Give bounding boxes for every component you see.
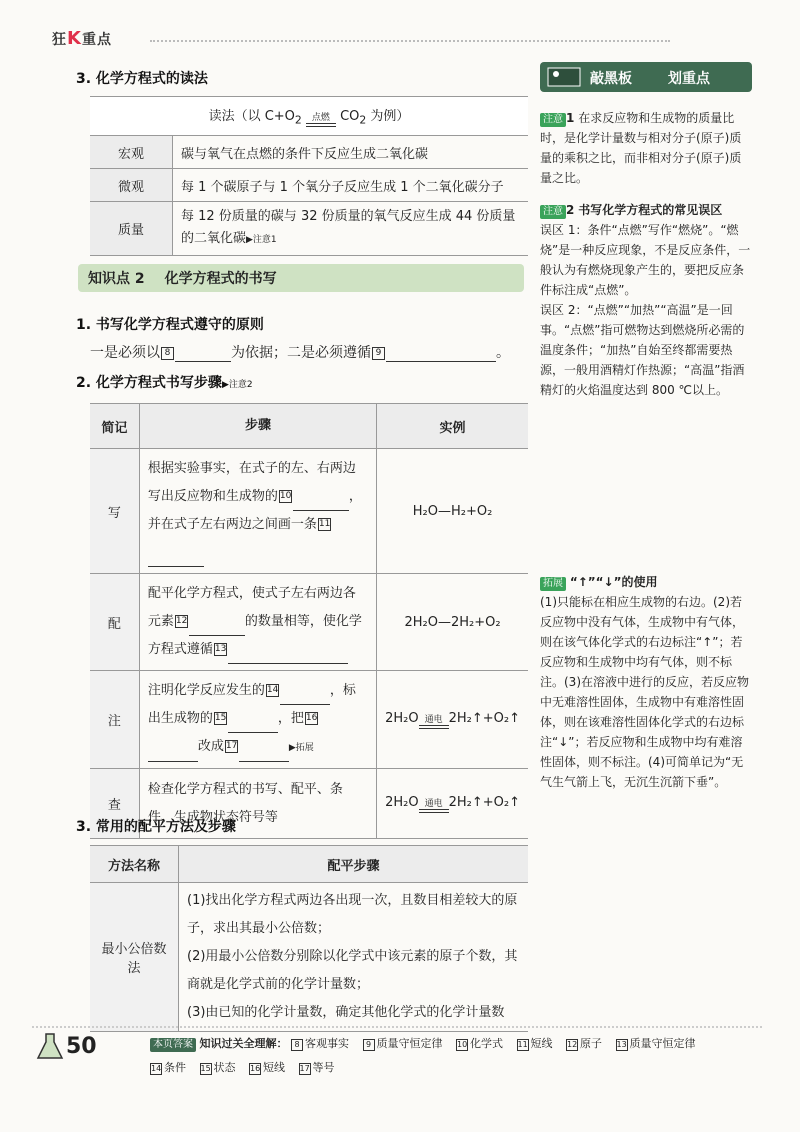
principles-c: 。 <box>496 345 510 361</box>
step-desc: 检查化学方程式的书写、配平、条件、生成物状态符号等 <box>139 769 376 839</box>
page-number: 50 <box>66 1034 97 1059</box>
blank-number: 16 <box>305 713 318 723</box>
fill-blank[interactable] <box>293 510 349 511</box>
answer-num: 14 <box>151 1064 162 1073</box>
steps-title <box>76 372 253 392</box>
answer-text: 原子 <box>580 1037 602 1050</box>
step-text: ，把 <box>277 711 304 726</box>
knowledge-point-bar <box>78 264 524 292</box>
flask-icon <box>36 1030 64 1064</box>
answer-num: 15 <box>200 1064 211 1073</box>
answer-item <box>299 1061 335 1074</box>
fill-blank[interactable] <box>148 761 198 762</box>
blank-number: 15 <box>214 713 227 723</box>
eq-left: 2H₂O <box>385 710 419 726</box>
condition-text: 通电 <box>424 714 443 725</box>
answer-text: 状态 <box>213 1061 236 1074</box>
answer-item <box>249 1061 285 1074</box>
principles-a: 一是必须以 <box>90 345 160 361</box>
blank-number: 13 <box>214 644 227 654</box>
banner-text-a: 敲黑板 <box>590 71 632 87</box>
row-text: 碳与氧气在点燃的条件下反应生成二氧化碳 <box>173 136 529 169</box>
note-tag: 注意 <box>540 205 566 219</box>
answer-num: 10 <box>457 1040 468 1049</box>
note-text: 在求反应物和生成物的质量比时，是化学计量数与相对分子(原子)质量的乘积之比，而非相对分子(原子)质量之比。 <box>540 111 742 185</box>
step-desc <box>139 574 376 671</box>
principles-title: 1. 书写化学方程式遵守的原则 <box>76 317 264 333</box>
condition-text: 通电 <box>424 798 443 809</box>
row-text: 每 1 个碳原子与 1 个氧分子反应生成 1 个二氧化碳分子 <box>173 169 529 202</box>
note-title: “↑”“↓”的使用 <box>569 575 658 589</box>
answer-num: 16 <box>250 1064 261 1073</box>
sidebar-note-2 <box>540 200 752 400</box>
step-short: 查 <box>90 769 139 839</box>
fill-blank[interactable] <box>189 635 245 636</box>
step-desc <box>139 449 376 574</box>
head-suffix: CO <box>340 109 360 124</box>
answer-num: 17 <box>299 1064 310 1073</box>
section-title-reading: 3. 化学方程式的读法 <box>76 71 208 87</box>
answer-num: 11 <box>517 1040 528 1049</box>
answer-label: 本页答案 <box>150 1038 196 1052</box>
blank-number: 12 <box>175 616 188 626</box>
row-label: 质量 <box>90 202 173 256</box>
answer-text: 化学式 <box>470 1037 503 1050</box>
col-header: 简记 <box>90 404 139 449</box>
step-row-annotate <box>90 671 528 769</box>
step-text: 配平化学方程式，使式子左右两边各元素 <box>147 586 356 629</box>
answer-item <box>566 1037 602 1050</box>
sidebar-extension <box>540 572 752 792</box>
footer-divider <box>32 1026 762 1028</box>
note-link[interactable]: ▶注意1 <box>246 235 277 245</box>
answer-num: 9 <box>363 1039 375 1051</box>
answer-item <box>150 1061 186 1074</box>
answer-item <box>363 1037 443 1050</box>
balance-row <box>90 883 528 1032</box>
answer-prefix: 知识过关全理解： <box>199 1037 288 1050</box>
balance-table-head <box>90 846 528 883</box>
condition-arrow <box>419 715 449 729</box>
note-link[interactable]: ▶拓展 <box>288 743 314 753</box>
eq-left: 2H₂O <box>385 794 419 810</box>
answer-box <box>150 1032 760 1080</box>
sidebar-note-1 <box>540 108 752 188</box>
teacher-icon <box>544 62 584 92</box>
answer-item <box>517 1037 553 1050</box>
note-number: 1 <box>566 111 575 125</box>
condition-arrow <box>306 113 336 127</box>
blank-number: 9 <box>372 347 385 360</box>
kp-label: 知识点 2 <box>88 271 145 287</box>
method-step: (1)找出化学方程式两边各出现一次，且数目相差较大的原子，求出其最小公倍数； <box>187 893 518 936</box>
answer-num: 12 <box>567 1040 578 1049</box>
method-step: (2)用最小公倍数分别除以化学式中该元素的原子个数，其商就是化学式前的化学计量数； <box>187 949 518 992</box>
method-step: (3)由已知的化学计量数，确定其他化学式的化学计量数 <box>187 1005 505 1020</box>
step-example <box>377 769 528 839</box>
fill-blank[interactable] <box>239 761 289 762</box>
reading-table-head-cell: 读法（以 $C+O_2$ 点燃 $CO_2$ 为例） <box>90 97 528 136</box>
step-example: H₂O—H₂+O₂ <box>377 449 528 574</box>
row-text-cell <box>173 202 529 256</box>
method-steps <box>179 883 529 1032</box>
logo-k: K <box>67 28 82 49</box>
answer-text: 短线 <box>263 1061 285 1074</box>
steps-table <box>90 403 528 839</box>
method-name: 最小公倍数法 <box>90 883 179 1032</box>
step-text: 注明化学反应发生的 <box>147 683 265 698</box>
reading-row <box>90 169 528 202</box>
col-header: 步骤 <box>139 404 376 449</box>
reading-table <box>90 96 528 256</box>
logo-suffix: 重点 <box>81 32 112 48</box>
step-text: 改成 <box>197 739 224 754</box>
answer-text: 短线 <box>530 1037 553 1050</box>
step-row-write <box>90 449 528 574</box>
col-header: 实例 <box>377 404 528 449</box>
fill-blank[interactable] <box>386 361 496 362</box>
note-tag: 拓展 <box>540 577 566 591</box>
step-example <box>377 671 528 769</box>
step-short: 写 <box>90 449 139 574</box>
reading-row <box>90 136 528 169</box>
step-short: 配 <box>90 574 139 671</box>
answer-text: 质量守恒定律 <box>629 1037 696 1050</box>
step-desc <box>139 671 376 769</box>
principles-b: 为依据；二是必须遵循 <box>231 345 371 361</box>
blank-number: 17 <box>225 741 238 751</box>
blank-number: 14 <box>266 685 279 695</box>
answer-item <box>456 1037 503 1050</box>
note-text: (1)只能标在相应生成物的右边。(2)若反应物中没有气体，生成物中有气体，则在该气体化学式的右边标注“↑”；若反应物和生成物中均有气体，则不标注。(3)在溶液中进行的反应，若反应物中无难溶性固体，生成物中有难溶性固体，则在该难溶性固体化学式的右边标注“↓”；若反应物和生成物中均有难溶性固体，则不标注。(4)可简单记为“无气生气箭上飞，无沉生沉箭下垂”。 <box>540 595 749 789</box>
fill-blank[interactable] <box>228 732 278 733</box>
answer-num: 13 <box>616 1040 627 1049</box>
answer-item <box>291 1037 349 1050</box>
fill-blank[interactable] <box>228 663 348 664</box>
fill-blank[interactable] <box>280 704 330 705</box>
balance-table <box>90 845 528 1032</box>
steps-title-text: 2. 化学方程式书写步骤 <box>76 375 222 391</box>
note-title: 书写化学方程式的常见误区 <box>578 203 723 217</box>
blank-number: 8 <box>161 347 174 360</box>
step-row-balance <box>90 574 528 671</box>
balance-title: 3. 常用的配平方法及步骤 <box>76 819 236 835</box>
step-text: ，标出生成物的 <box>147 683 356 726</box>
eq-right: 2H₂↑+O₂↑ <box>448 794 520 810</box>
step-text: ，并在式子左右两边之间画一条 <box>147 489 362 532</box>
answer-text: 条件 <box>164 1061 186 1074</box>
reading-row <box>90 202 528 256</box>
note-text: 误区 1：条件“点燃”写作“燃烧”。“燃烧”是一种反应现象，不是反应条件，一般认为有燃烧现象产生的，要把反应条件标注成“点燃”。 <box>540 223 751 297</box>
note-text: 误区 2：“点燃”“加热”“高温”是一回事。“点燃”指可燃物达到燃烧所必需的温度条件；“加热”自始至终都需要热源，一般用酒精灯作热源；“高温”指酒精灯的火焰温度达到 800 ℃以上。 <box>540 303 745 397</box>
page-number-badge <box>36 1030 116 1066</box>
condition-arrow <box>419 799 449 813</box>
answer-item <box>616 1037 696 1050</box>
answer-text: 质量守恒定律 <box>376 1037 443 1050</box>
kp-title: 化学方程式的书写 <box>164 271 277 287</box>
step-text: 根据实验事实，在式子的左、右两边写出反应物和生成物的 <box>147 461 356 504</box>
banner-text-b: 划重点 <box>668 71 710 87</box>
head-prefix: 读法（以 C+O <box>208 109 295 124</box>
blank-number: 11 <box>318 519 331 529</box>
row-label: 微观 <box>90 169 173 202</box>
brand-logo <box>52 28 112 49</box>
fill-blank[interactable] <box>148 566 204 567</box>
col-header: 配平步骤 <box>179 846 529 883</box>
col-header: 方法名称 <box>90 846 179 883</box>
logo-prefix: 狂 <box>52 32 67 48</box>
header-divider <box>150 40 670 42</box>
answer-text: 等号 <box>312 1061 335 1074</box>
step-text: 的数量相等，使化学方程式遵循 <box>147 614 362 657</box>
steps-table-head <box>90 404 528 449</box>
note-number: 2 <box>566 203 575 217</box>
answer-item <box>200 1061 236 1074</box>
step-example: 2H₂O—2H₂+O₂ <box>377 574 528 671</box>
principles-line <box>90 342 510 362</box>
row-text: 每 12 份质量的碳与 32 份质量的氧气反应生成 44 份质量的二氧化碳 <box>181 209 516 246</box>
step-short: 注 <box>90 671 139 769</box>
blank-number: 10 <box>279 491 292 501</box>
row-label: 宏观 <box>90 136 173 169</box>
note-link[interactable]: ▶注意2 <box>221 380 253 390</box>
answer-text: 客观事实 <box>305 1037 349 1050</box>
sidebar-banner <box>540 62 752 92</box>
note-tag: 注意 <box>540 113 566 127</box>
answer-num: 8 <box>291 1039 303 1051</box>
eq-right: 2H₂↑+O₂↑ <box>448 710 520 726</box>
fill-blank[interactable] <box>175 361 231 362</box>
reading-table-head <box>90 97 528 136</box>
head-tail: 为例） <box>366 109 410 124</box>
condition-text: 点燃 <box>311 113 330 123</box>
